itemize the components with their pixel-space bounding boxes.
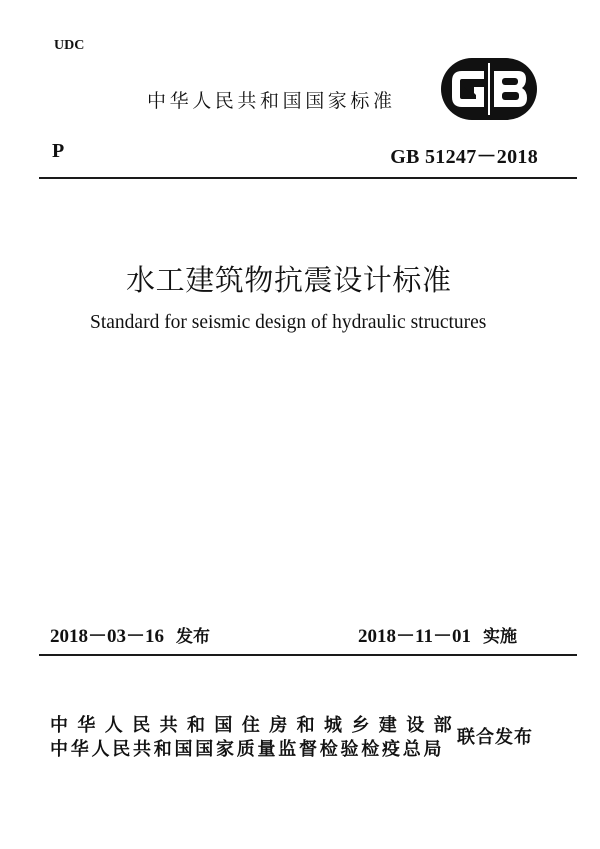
issue-label: 发布 [176,627,211,647]
title-english: Standard for seismic design of hydraulic structures [90,312,487,333]
issuer-line-2: 中华人民共和国国家质量监督检验检疫总局 [50,739,445,760]
joint-issue-label: 联合发布 [457,727,533,748]
issue-date-block [50,621,210,648]
standard-number: GB 51247－2018 [390,146,538,168]
national-standard-heading: 中华人民共和国国家标准 [147,90,396,112]
issue-date: 2018－03－16 [50,626,165,647]
implementation-label: 实施 [482,627,517,647]
top-divider [39,177,577,179]
implementation-date-block [358,621,517,648]
title-chinese: 水工建筑物抗震设计标准 [126,263,452,297]
implementation-date: 2018－11－01 [358,626,471,647]
udc-label: UDC [54,38,85,53]
gb-logo-icon [440,57,538,121]
bottom-divider [39,654,577,656]
classification-code: P [52,140,65,162]
issuer-line-1: 中华人民共和国住房和城乡建设部 [50,715,461,736]
